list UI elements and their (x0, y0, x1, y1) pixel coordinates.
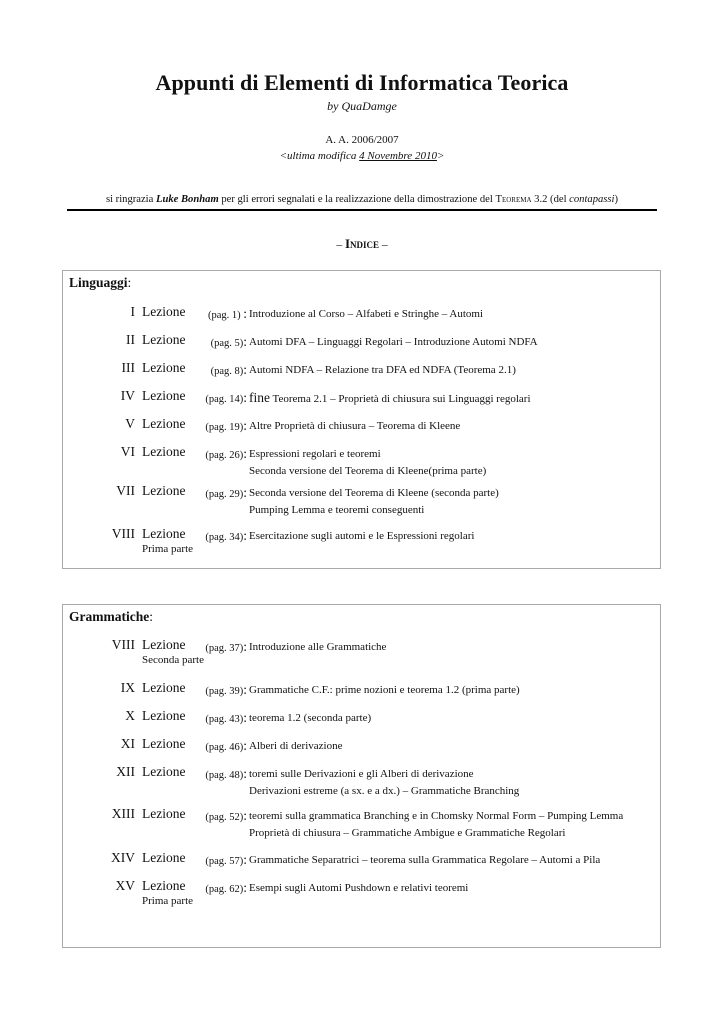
lesson-page (186, 764, 247, 782)
lesson-page (186, 680, 247, 698)
header-divider (67, 209, 657, 211)
lesson-word: Lezione (142, 736, 186, 751)
lesson-desc-line1: Alberi di derivazione (249, 740, 343, 752)
lesson-description (249, 808, 623, 841)
lesson-word: Lezione (142, 764, 186, 779)
lesson-page-colon: : (243, 710, 247, 725)
lesson-subtitle: Seconda parte (142, 654, 204, 666)
lesson-description (249, 418, 460, 435)
lesson-page (186, 850, 247, 868)
lesson-page-ref: (pag. 62) (205, 884, 244, 895)
lesson-page (186, 444, 247, 462)
index-dash-right: – (379, 239, 388, 251)
lesson-desc-line1: Esercitazione sugli automi e le Espressioni regolari (249, 530, 475, 542)
lesson-page-ref: (pag. 26) (205, 450, 244, 461)
lesson-description (249, 446, 486, 479)
lesson-row (63, 444, 662, 484)
index-heading (0, 236, 724, 252)
lesson-page-ref: (pag. 37) (205, 643, 244, 654)
thanks-theorem-num: 3.2 (del (531, 194, 570, 205)
lesson-number: VIII (111, 637, 135, 652)
lesson-number: XIV (111, 850, 135, 865)
lesson-description (249, 682, 520, 699)
lesson-subtitle: Prima parte (142, 895, 194, 907)
lesson-page-ref: (pag. 19) (205, 422, 244, 433)
lesson-number: XI (120, 736, 135, 751)
lesson-page-ref: (pag. 14) (205, 394, 244, 405)
section-title (69, 609, 153, 625)
lesson-page (186, 806, 247, 824)
lesson-desc-line1: Esempi sugli Automi Pushdown e relativi teoremi (249, 882, 469, 894)
lesson-word: Lezione (142, 388, 186, 403)
lesson-page (186, 708, 247, 726)
thanks-middle: per gli errori segnalati e la realizzazione della dimostrazione del (218, 194, 496, 205)
lesson-description (249, 390, 531, 408)
lesson-description (249, 852, 600, 869)
lesson-page-ref: (pag. 48) (205, 770, 244, 781)
lesson-desc-line1: Automi DFA – Linguaggi Regolari – Introduzione Automi NDFA (249, 336, 538, 348)
lesson-number: II (126, 332, 135, 347)
lesson-number: XII (116, 764, 135, 779)
lesson-row (63, 878, 662, 918)
lesson-number: I (130, 304, 135, 319)
lesson-desc-prefix: fine (249, 390, 270, 405)
lesson-page (186, 304, 247, 322)
lesson-page-ref: (pag. 52) (205, 812, 244, 823)
lesson-word: Lezione (142, 444, 186, 459)
lesson-desc-line1: Introduzione alle Grammatiche (249, 641, 387, 653)
thanks-tool: contapassi (569, 194, 615, 205)
lesson-number: X (125, 708, 135, 723)
lesson-page-colon: : (243, 880, 247, 895)
section-title-colon: : (149, 609, 153, 624)
lesson-number: VI (120, 444, 135, 459)
lesson-page (186, 416, 247, 434)
lesson-word: Lezione (142, 304, 186, 319)
lesson-page-colon: : (243, 639, 247, 654)
lesson-page (186, 388, 247, 406)
lesson-desc-line1: Altre Proprietà di chiusura – Teorema di Kleene (249, 420, 461, 432)
lesson-page-colon: : (243, 738, 247, 753)
lesson-description (249, 362, 516, 379)
lesson-desc-line2: Pumping Lemma e teoremi conseguenti (249, 503, 425, 516)
lesson-word: Lezione (142, 878, 186, 893)
lesson-description (249, 485, 499, 518)
lesson-page-ref: (pag. 8) (210, 366, 244, 377)
lesson-page-colon: : (243, 334, 247, 349)
lesson-page (186, 736, 247, 754)
lesson-page-colon: : (243, 682, 247, 697)
lesson-desc-line1: teoremi sulla grammatica Branching e in Chomsky Normal Form – Pumping Lemma (249, 810, 624, 822)
last-modified-prefix: <ultima modifica (279, 150, 360, 162)
index-label: Indice (344, 236, 380, 251)
lesson-number: IX (120, 680, 135, 695)
lesson-page-colon: : (243, 485, 247, 500)
lesson-number: VII (116, 483, 135, 498)
lesson-word: Lezione (142, 416, 186, 431)
last-modified-date: 4 Novembre 2010 (359, 150, 437, 162)
lesson-desc-line1: Espressioni regolari e teoremi (249, 448, 381, 460)
lesson-desc-line2: Proprietà di chiusura – Grammatiche Ambigue e Grammatiche Regolari (249, 826, 566, 839)
thanks-prefix: si ringrazia (105, 194, 156, 205)
lesson-row (63, 483, 662, 523)
lesson-page-colon: : (243, 362, 247, 377)
lesson-page-ref: (pag. 5) (210, 338, 244, 349)
lesson-description (249, 880, 468, 897)
lesson-number: III (121, 360, 135, 375)
lesson-word: Lezione (142, 680, 186, 695)
lesson-number: IV (120, 388, 135, 403)
author-byline: by QuaDamge (327, 99, 397, 113)
section-title (69, 275, 131, 291)
lesson-page-ref: (pag. 1) (207, 310, 244, 321)
thanks-suffix: ) (614, 194, 619, 205)
lesson-page (186, 878, 247, 896)
lesson-desc-line1: toremi sulle Derivazioni e gli Alberi di derivazione (249, 768, 474, 780)
lesson-description (249, 639, 386, 656)
lesson-word: Lezione (142, 360, 186, 375)
lesson-number: XV (115, 878, 135, 893)
last-modified-suffix: > (436, 150, 445, 162)
lesson-description (249, 710, 371, 727)
thanks-theorem-label: Teorema (495, 194, 532, 205)
lesson-page-colon: : (243, 390, 247, 405)
lesson-desc-line1: Automi NDFA – Relazione tra DFA ed NDFA (Teorema 2.1) (249, 364, 516, 376)
academic-year: A. A. 2006/2007 (325, 134, 399, 146)
lesson-page-ref: (pag. 39) (205, 686, 244, 697)
lesson-page (186, 360, 247, 378)
thanks-person: Luke Bonham (155, 194, 219, 205)
lesson-row (63, 806, 662, 846)
lesson-desc-line2: Seconda versione del Teorema di Kleene(prima parte) (249, 464, 487, 477)
lesson-desc-line1: Grammatiche C.F.: prime nozioni e teorema 1.2 (prima parte) (249, 684, 520, 696)
lesson-number: XIII (111, 806, 135, 821)
lesson-page-ref: (pag. 34) (205, 532, 244, 543)
section-title-colon: : (127, 275, 132, 290)
lesson-desc-line2: Derivazioni estreme (a sx. e a dx.) – Grammatiche Branching (249, 784, 520, 797)
lesson-subtitle: Prima parte (142, 543, 194, 555)
section-grammatiche (62, 604, 661, 948)
lesson-page-ref: (pag. 43) (205, 714, 244, 725)
lesson-description (249, 528, 474, 545)
lesson-desc-line1: teorema 1.2 (seconda parte) (249, 712, 372, 724)
lesson-page-ref: (pag. 46) (205, 742, 244, 753)
lesson-word: Lezione (142, 708, 186, 723)
lesson-row (63, 637, 662, 677)
section-title-text: Grammatiche (69, 609, 150, 624)
section-title-text: Linguaggi (69, 275, 128, 290)
index-dash-left: – (336, 239, 345, 251)
lesson-description (249, 334, 538, 351)
lesson-row (63, 764, 662, 804)
lesson-page-colon: : (243, 528, 247, 543)
lesson-page (186, 637, 247, 655)
lesson-word: Lezione (142, 526, 186, 541)
lesson-page (186, 526, 247, 544)
lesson-page-colon: : (243, 446, 247, 461)
lesson-word: Lezione (142, 332, 186, 347)
lesson-number: V (125, 416, 135, 431)
lesson-page-colon: : (243, 306, 247, 321)
lesson-word: Lezione (142, 483, 186, 498)
last-modified (0, 150, 724, 162)
lesson-desc-line1: Seconda versione del Teorema di Kleene (seconda parte) (249, 487, 499, 499)
document-title: Appunti di Elementi di Informatica Teorica (155, 70, 569, 95)
lesson-page-colon: : (243, 418, 247, 433)
lesson-word: Lezione (142, 637, 186, 652)
section-linguaggi (62, 270, 661, 569)
lesson-page (186, 483, 247, 501)
lesson-page-colon: : (243, 808, 247, 823)
lesson-row (63, 526, 662, 566)
lesson-desc-line1: Introduzione al Corso – Alfabeti e Stringhe – Automi (249, 308, 484, 320)
lesson-word: Lezione (142, 850, 186, 865)
lesson-number: VIII (111, 526, 135, 541)
lesson-description (249, 738, 342, 755)
lesson-page (186, 332, 247, 350)
lesson-description (249, 766, 519, 799)
acknowledgement (67, 194, 657, 205)
lesson-page-ref: (pag. 57) (205, 856, 244, 867)
lesson-desc-line1: Teorema 2.1 – Proprietà di chiusura sui Linguaggi regolari (270, 393, 531, 405)
lesson-page-ref: (pag. 29) (205, 489, 244, 500)
lesson-page-colon: : (243, 766, 247, 781)
lesson-desc-line1: Grammatiche Separatrici – teorema sulla Grammatica Regolare – Automi a Pila (249, 854, 601, 866)
lesson-description (249, 306, 483, 323)
lesson-word: Lezione (142, 806, 186, 821)
lesson-page-colon: : (243, 852, 247, 867)
